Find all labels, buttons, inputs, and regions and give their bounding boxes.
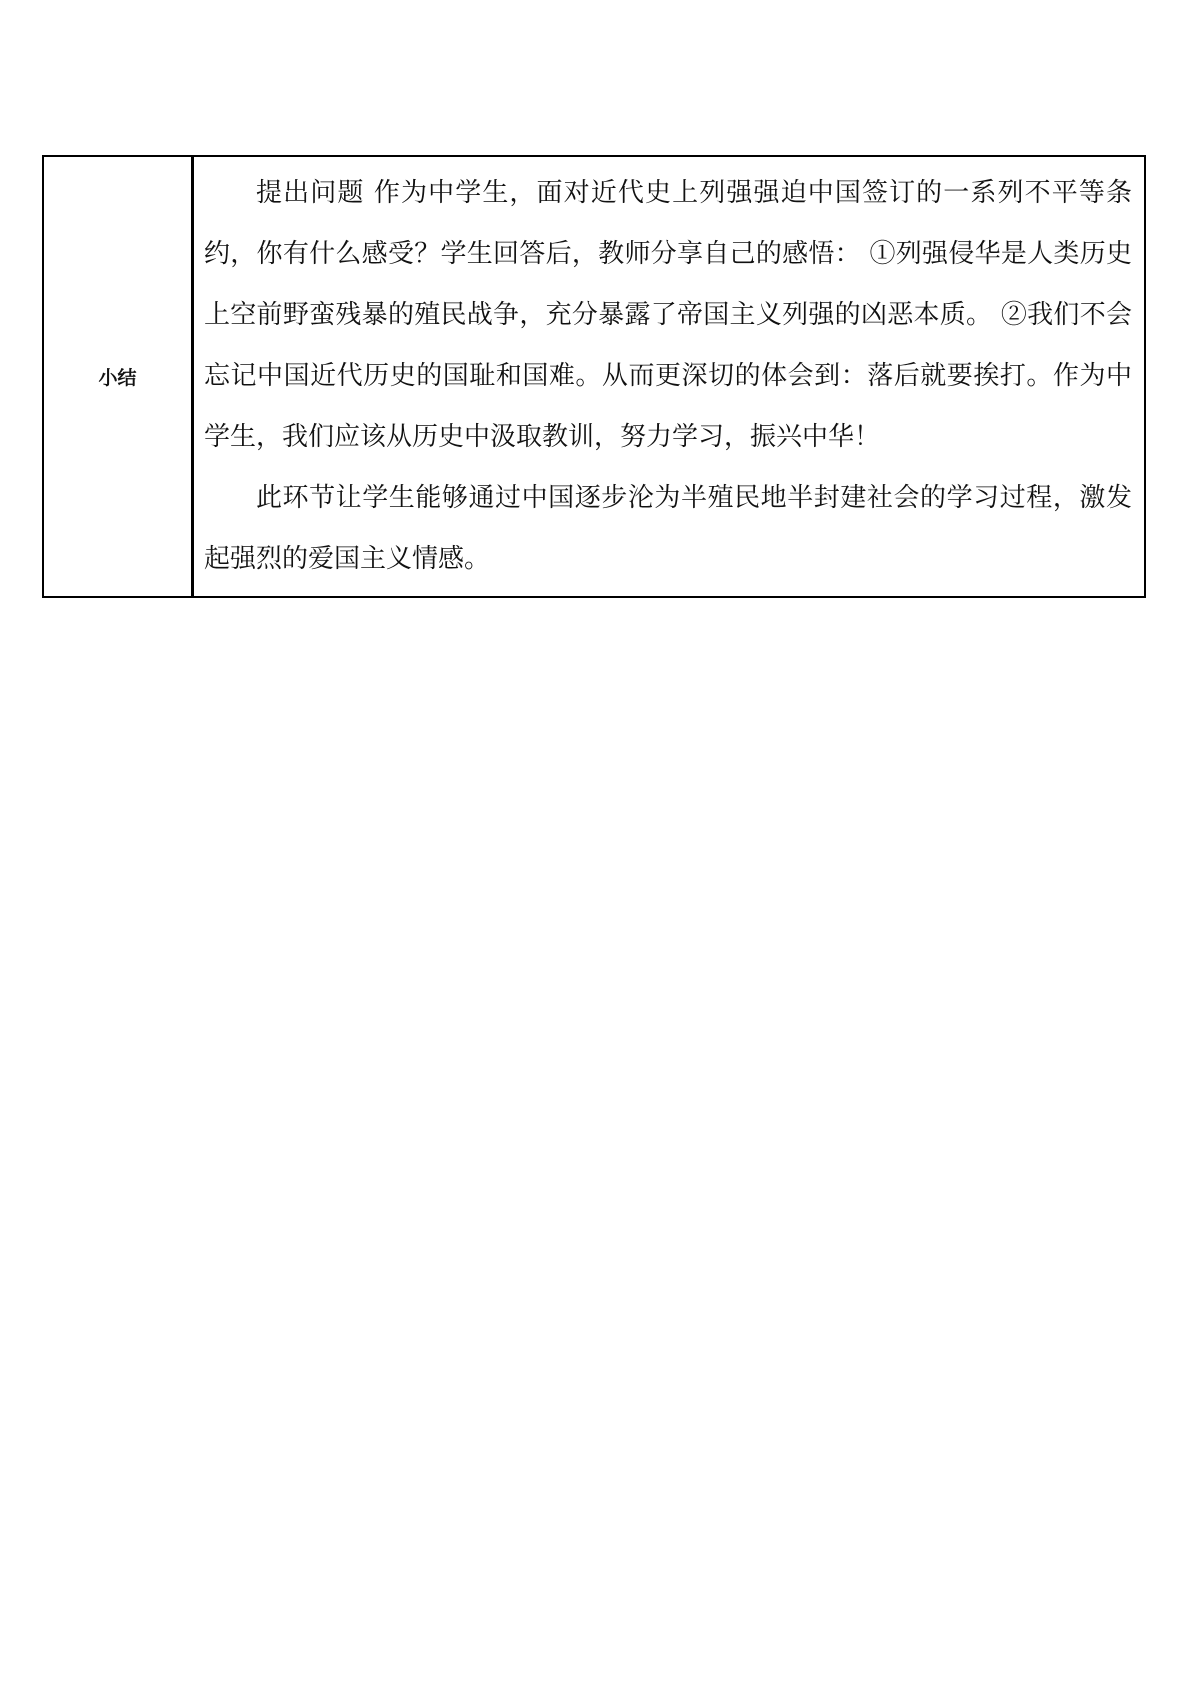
summary-paragraph: 提出问题 作为中学生，面对近代史上列强强迫中国签订的一系列不平等条约，你有什么感受？学生回答后，教师分享自己的感悟： ①列强侵华是人类历史上空前野蛮残暴的殖民战争，充分暴露了帝国主义列强的凶恶本质。 ②我们不会忘记中国近代历史的国耻和国难。从而更深切的体会到：落后就要挨打。作为中学生，我们应该从历史中汲取教训，努力学习，振兴中华！ [204,178,1132,452]
table-row [43,156,1145,597]
row-label: 小结 [98,367,137,389]
row-label-cell [43,156,193,597]
summary-paragraph: 此环节让学生能够通过中国逐步沦为半殖民地半封建社会的学习过程，激发起强烈的爱国主义情感。 [204,483,1132,574]
summary-table [42,155,1146,598]
content-cell [193,156,1146,597]
